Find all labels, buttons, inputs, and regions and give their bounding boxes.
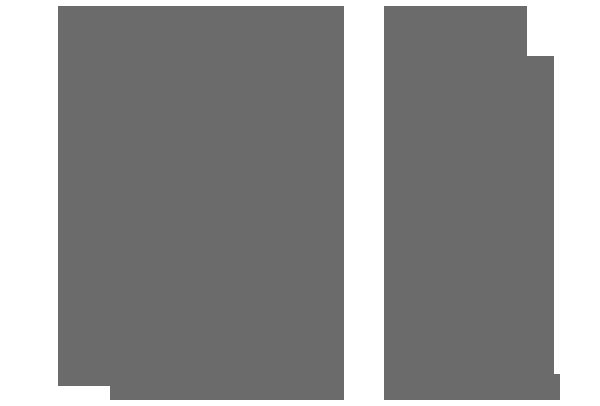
right-panel-step-region [384, 56, 554, 386]
right-panel-foot-region [384, 374, 560, 400]
left-panel-region [58, 6, 344, 386]
left-panel-foot-region [110, 374, 344, 400]
